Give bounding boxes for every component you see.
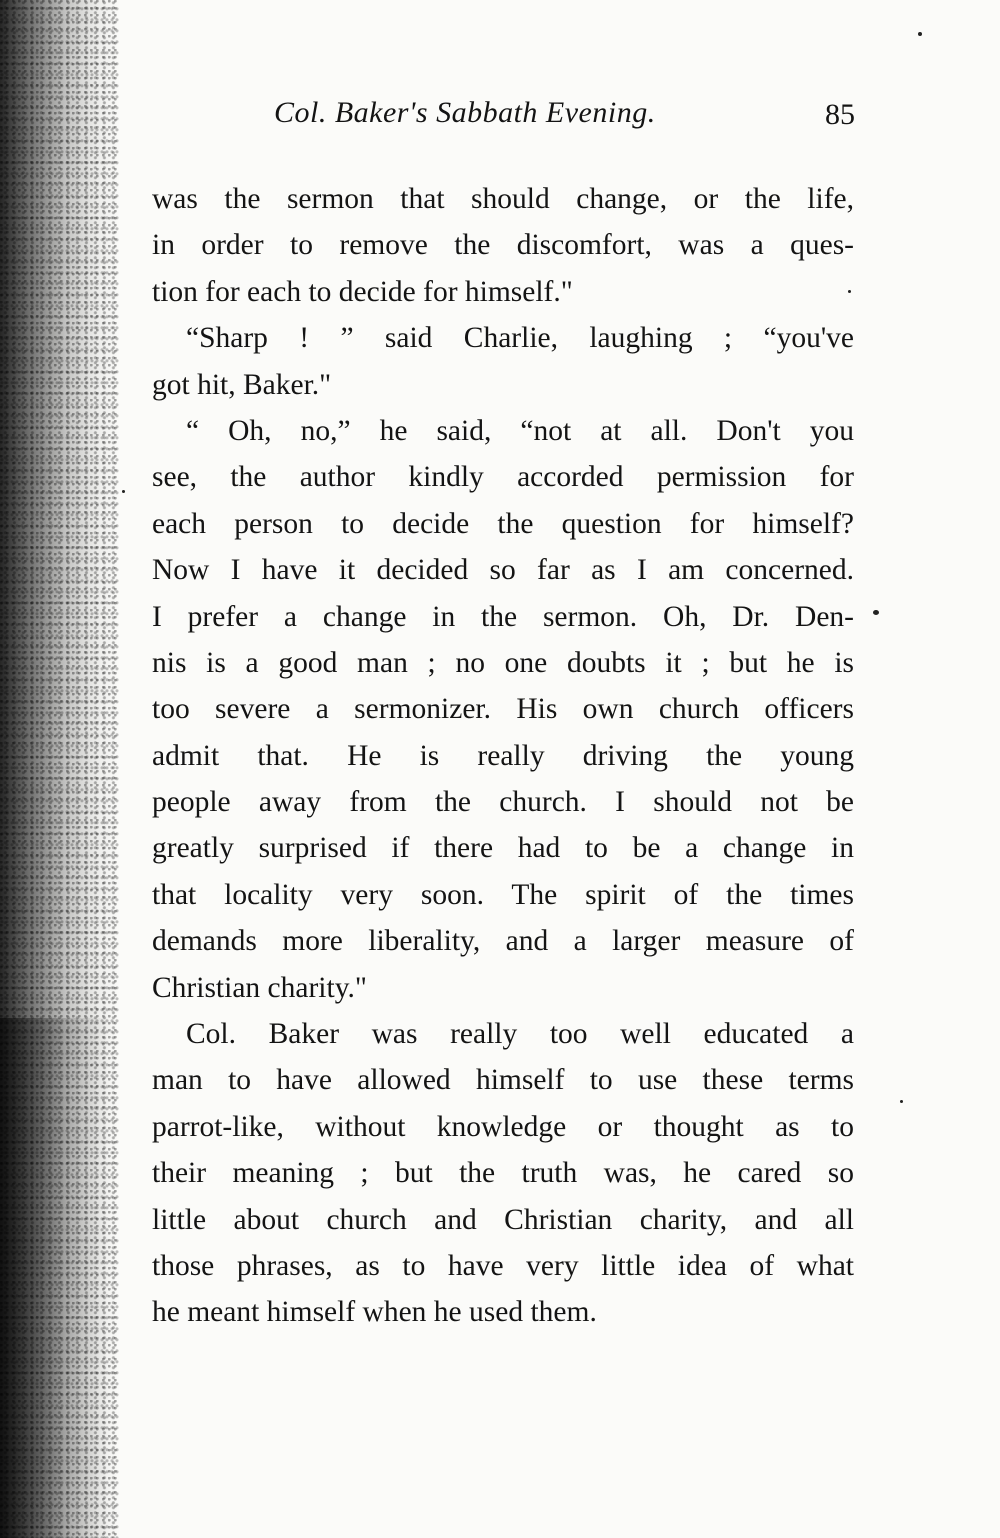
running-title: Col. Baker's Sabbath Evening. [274,96,656,129]
text-line: demands more liberality, and a larger measure of [152,925,854,958]
text-line: see, the author kindly accorded permission for [152,461,854,494]
text-line: admit that. He is really driving the young [152,739,854,772]
ink-speck [900,1100,903,1103]
text-line: in order to remove the discomfort, was a ques- [152,229,854,262]
text-line: Christian charity." [152,971,367,1004]
text-line: Now I have it decided so far as I am concerned. [152,554,854,587]
text-line: got hit, Baker." [152,368,332,401]
text-line: Col. Baker was really too well educated a [186,1018,854,1051]
ink-speck [918,32,922,36]
text-line: people away from the church. I should not be [152,786,854,819]
text-line: “Sharp ! ” said Charlie, laughing ; “you've [186,322,854,355]
text-line: nis is a good man ; no one doubts it ; but he is [152,646,854,679]
text-line: each person to decide the question for himself? [152,507,854,540]
text-line: tion for each to decide for himself." [152,275,573,308]
text-line: greatly surprised if there had to be a change in [152,832,854,865]
text-line: too severe a sermonizer. His own church officers [152,693,854,726]
text-line: I prefer a change in the sermon. Oh, Dr. Den- [152,600,854,633]
text-line: “ Oh, no,” he said, “not at all. Don't you [186,414,854,447]
text-line: parrot-like, without knowledge or thought as to [152,1110,854,1143]
page-header [152,92,857,142]
text-line: that locality very soon. The spirit of the times [152,878,854,911]
binding-shadow [0,0,120,1538]
text-line: was the sermon that should change, or the life, [152,183,854,215]
body-text [152,176,854,1336]
page-number: 85 [825,98,855,131]
text-line: those phrases, as to have very little idea of what [152,1249,854,1282]
text-line: he meant himself when he used them. [152,1296,597,1329]
text-line: little about church and Christian charity, and all [152,1203,854,1236]
text-line: their meaning ; but the truth was, he cared so [152,1157,854,1190]
ink-speck [848,290,851,293]
ink-speck [873,610,879,615]
text-line: man to have allowed himself to use these terms [152,1064,854,1097]
ink-speck [122,490,125,493]
